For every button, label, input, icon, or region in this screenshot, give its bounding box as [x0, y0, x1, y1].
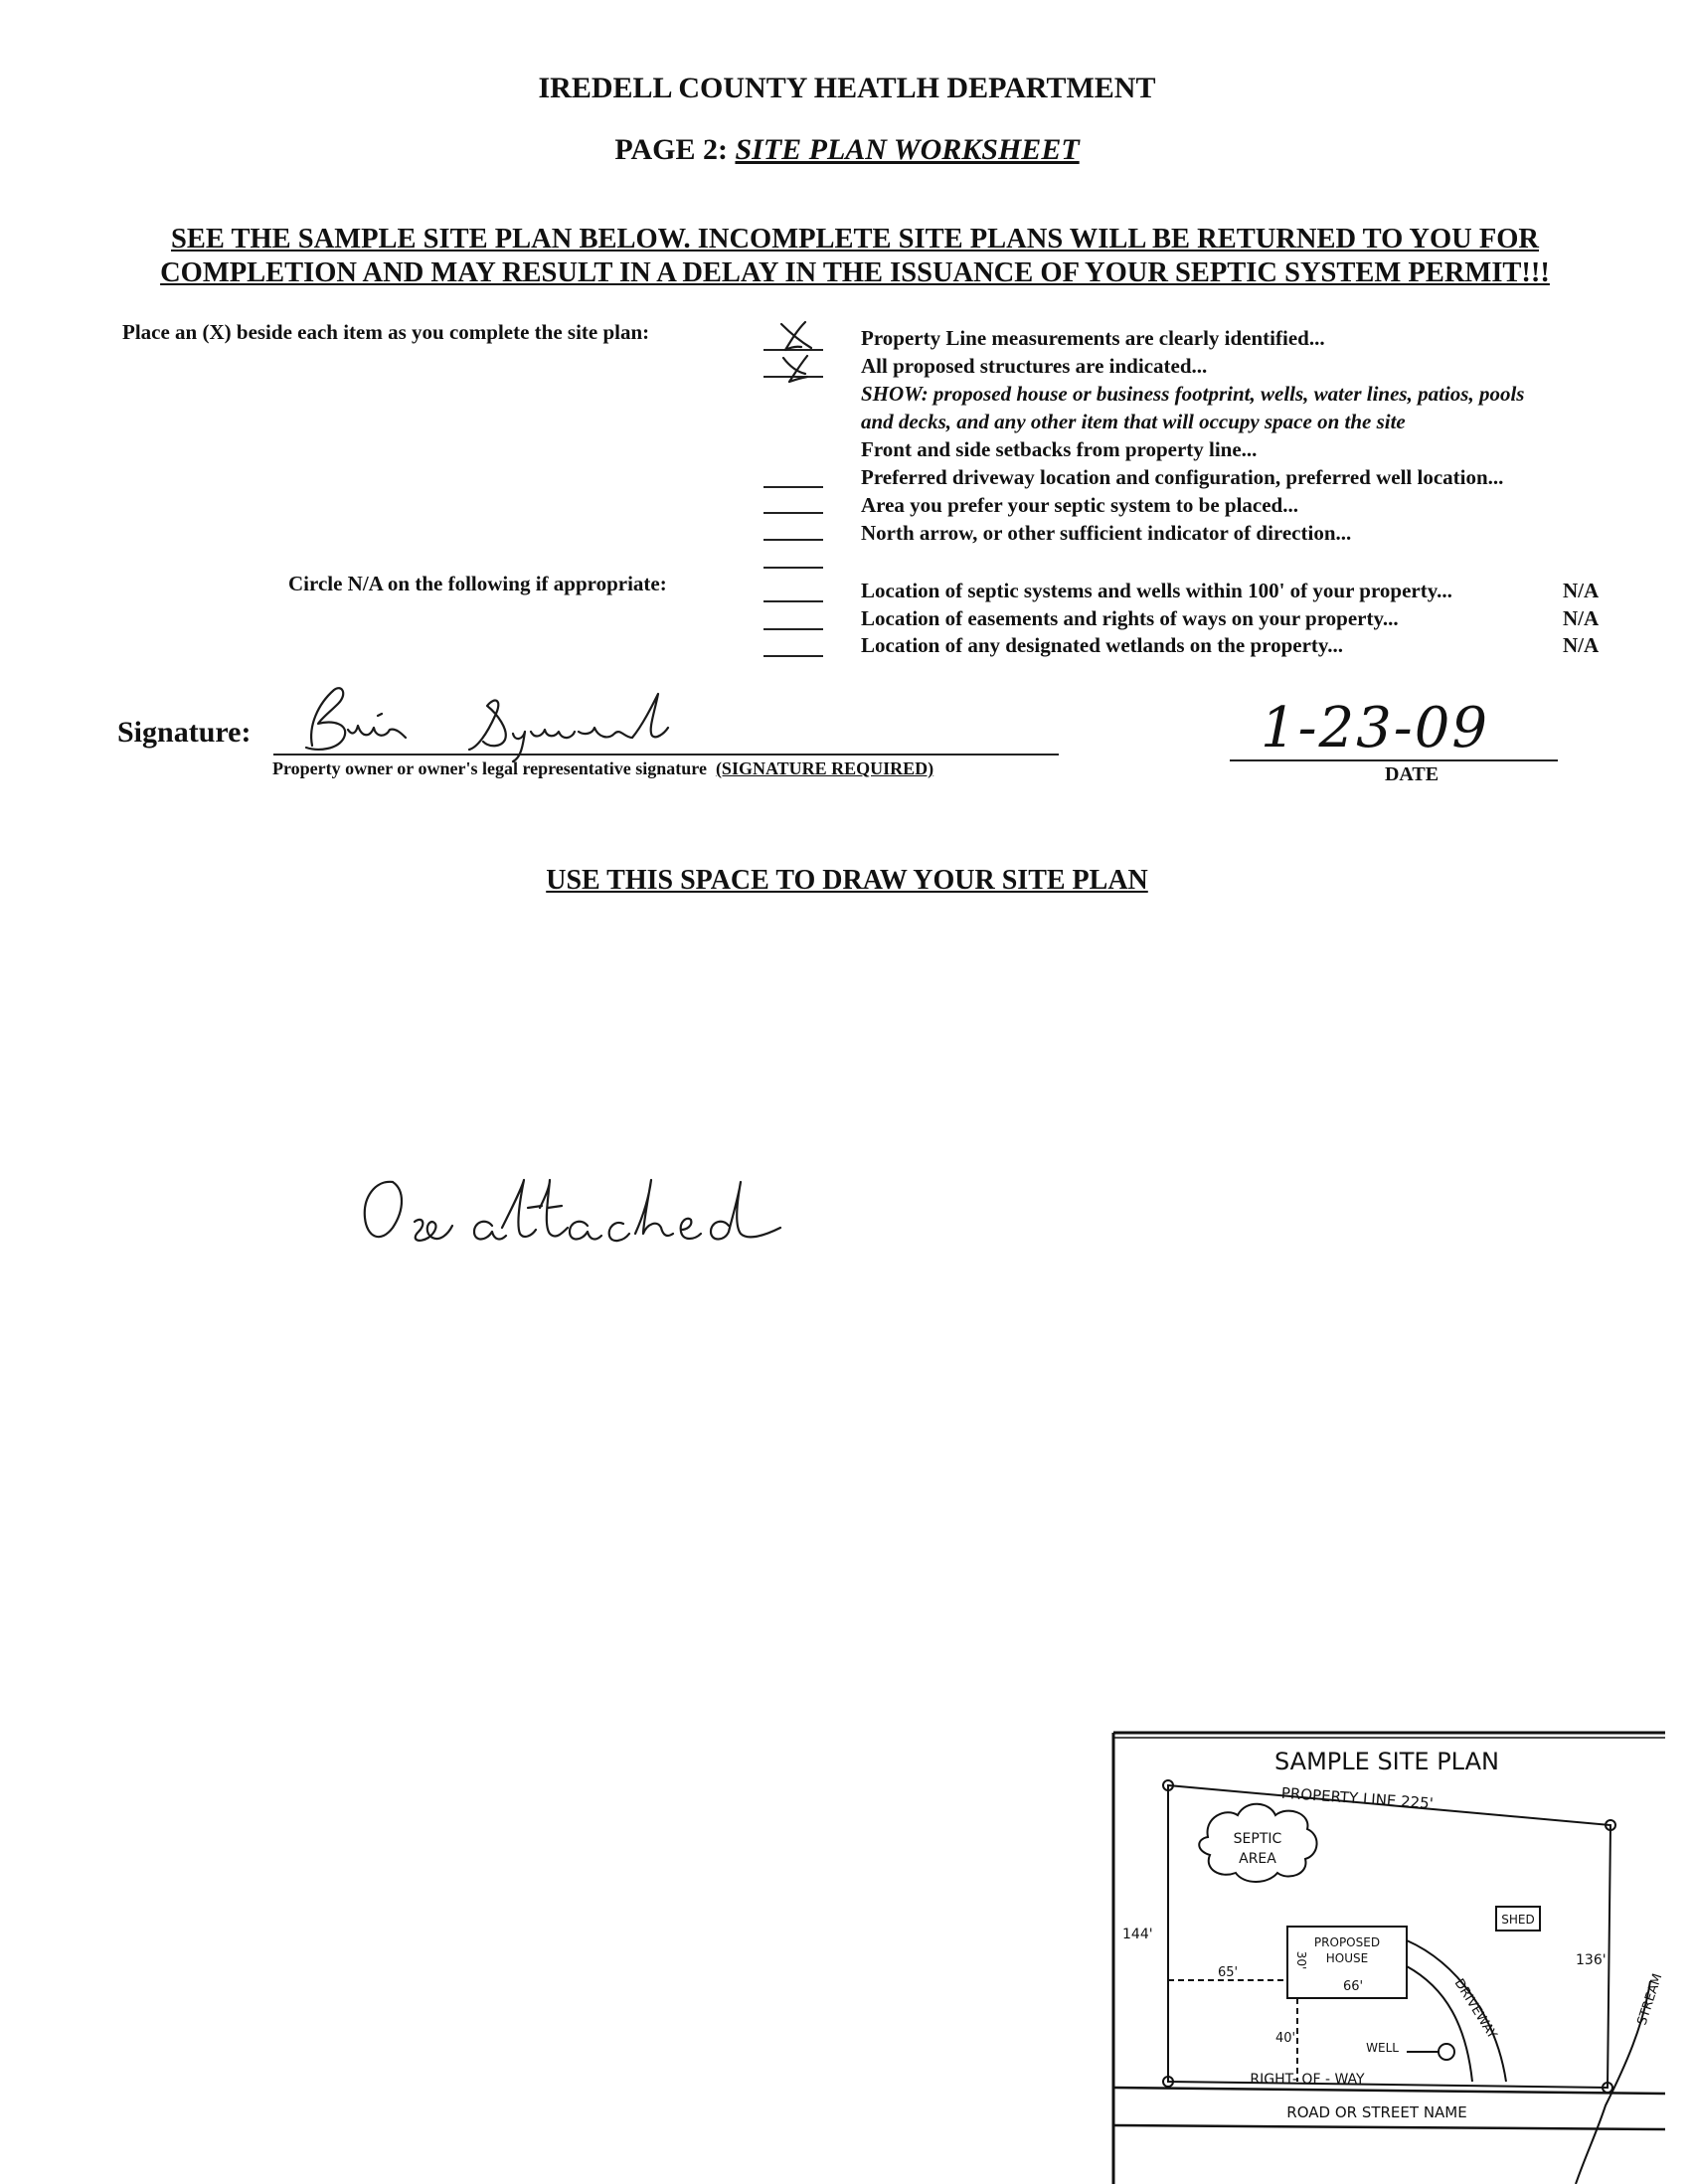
page-subtitle: SITE PLAN WORKSHEET — [735, 133, 1080, 166]
septic-label-1: SEPTIC — [1233, 1831, 1282, 1847]
house-label-2: HOUSE — [1325, 1951, 1369, 1965]
signature-caption-text: Property owner or owner's legal representative signature — [272, 758, 707, 778]
na-option-3[interactable]: N/A — [1563, 633, 1600, 657]
septic-label-2: AREA — [1239, 1851, 1276, 1867]
right-side-label: 136' — [1576, 1952, 1607, 1968]
checklist-instruction: Place an (X) beside each item as you complete the site plan: — [122, 320, 650, 344]
na-option-1[interactable]: N/A — [1563, 579, 1600, 602]
checklist-item-6: North arrow, or other sufficient indicator of direction... — [861, 521, 1352, 545]
road-label: ROAD OR STREET NAME — [1286, 2103, 1467, 2121]
well-label: WELL — [1366, 2041, 1399, 2055]
shed-label: SHED — [1501, 1913, 1535, 1927]
handwritten-check-mark-1 — [775, 318, 825, 354]
signature-caption — [272, 758, 933, 779]
checkbox-blank-4[interactable] — [763, 512, 823, 514]
house-width-label: 66' — [1342, 1979, 1364, 1994]
sample-site-plan — [1108, 1728, 1665, 2184]
house-depth-label: 30' — [1294, 1950, 1308, 1970]
drawing-area-heading: USE THIS SPACE TO DRAW YOUR SITE PLAN — [546, 865, 1148, 896]
handwritten-see-attached — [353, 1168, 790, 1267]
na-blank-1[interactable] — [763, 600, 823, 602]
na-item-3: Location of any designated wetlands on the property... — [861, 633, 1343, 657]
left-side-label: 144' — [1122, 1927, 1153, 1942]
na-item-2: Location of easements and rights of ways on your property... — [861, 606, 1399, 630]
road-edge-top — [1113, 2088, 1665, 2094]
signature-required: (SIGNATURE REQUIRED) — [715, 758, 934, 778]
signature-label: Signature: — [117, 716, 252, 749]
stream-label: STREAM — [1634, 1971, 1665, 2028]
na-instruction: Circle N/A on the following if appropriate: — [288, 572, 667, 595]
warning-line-2: COMPLETION AND MAY RESULT IN A DELAY IN THE ISSUANCE OF YOUR SEPTIC SYSTEM PERMIT!!! — [160, 257, 1550, 288]
sample-plan-title: SAMPLE SITE PLAN — [1274, 1748, 1499, 1775]
department-title: IREDELL COUNTY HEATLH DEPARTMENT — [538, 72, 1156, 104]
side-setback-label: 65' — [1217, 1965, 1239, 1980]
front-setback-label: 40' — [1274, 2031, 1296, 2046]
checklist-item-5: Area you prefer your septic system to be placed... — [861, 493, 1298, 517]
checklist-item-1: Property Line measurements are clearly identified... — [861, 326, 1325, 350]
warning-line-1: SEE THE SAMPLE SITE PLAN BELOW. INCOMPLETE SITE PLANS WILL BE RETURNED TO YOU FOR — [170, 224, 1539, 254]
page-title — [0, 133, 1694, 167]
na-blank-2[interactable] — [763, 628, 823, 630]
checklist-item-4: Preferred driveway location and configuration, preferred well location... — [861, 465, 1504, 489]
road-edge-bottom — [1113, 2125, 1665, 2129]
well-marker — [1439, 2044, 1454, 2060]
checkbox-blank-5[interactable] — [763, 539, 823, 541]
handwritten-date: 1-23-09 — [1261, 696, 1489, 760]
right-of-way-label: RIGHT- OF - WAY — [1250, 2072, 1365, 2088]
checklist-item-2: All proposed structures are indicated... — [861, 354, 1208, 378]
property-line-label: PROPERTY LINE 225' — [1280, 1783, 1435, 1813]
driveway-label: DRIVEWAY — [1450, 1976, 1500, 2042]
show-note-line-1: SHOW: proposed house or business footprint, wells, water lines, patios, pools — [861, 382, 1525, 406]
show-note-line-2: and decks, and any other item that will occupy space on the site — [861, 410, 1406, 433]
handwritten-check-mark-2 — [775, 350, 825, 386]
na-option-2[interactable]: N/A — [1563, 606, 1600, 630]
checklist-item-3: Front and side setbacks from property line... — [861, 437, 1258, 461]
date-label: DATE — [1384, 763, 1440, 785]
na-item-1: Location of septic systems and wells within 100' of your property... — [861, 579, 1452, 602]
handwritten-signature — [278, 676, 696, 765]
house-label-1: PROPOSED — [1313, 1935, 1381, 1949]
na-blank-3[interactable] — [763, 655, 823, 657]
page-prefix: PAGE 2: — [614, 133, 728, 166]
driveway-outer-edge — [1407, 1940, 1506, 2082]
checkbox-blank-6[interactable] — [763, 567, 823, 569]
checkbox-blank-3[interactable] — [763, 486, 823, 488]
